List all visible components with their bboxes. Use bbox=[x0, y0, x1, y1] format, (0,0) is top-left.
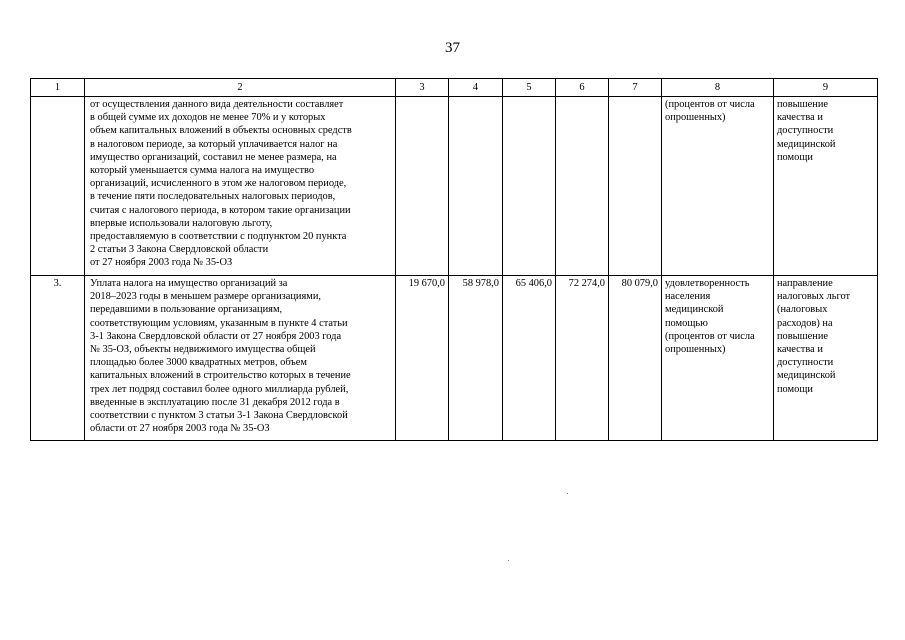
goal-line: налоговых льгот bbox=[777, 291, 851, 303]
description-line: площадью более 3000 квадратных метров, объем bbox=[90, 357, 307, 369]
value-cell: 58 978,0 bbox=[449, 276, 503, 441]
description-line: передавшими в пользование организациям, bbox=[90, 304, 283, 316]
column-header: 1 bbox=[31, 79, 85, 97]
value-cell: 80 079,0 bbox=[609, 276, 662, 441]
value-cell: 65 406,0 bbox=[503, 276, 556, 441]
goal-line: качества и bbox=[777, 344, 823, 356]
description-line: трех лет подряд составил более одного миллиарда рублей, bbox=[90, 383, 349, 395]
description-line: от 27 ноября 2003 года № 35-ОЗ bbox=[90, 257, 233, 269]
scan-speck bbox=[508, 560, 509, 561]
column-header: 5 bbox=[503, 79, 556, 97]
description-line: 3-1 Закона Свердловской области от 27 ноября 2003 года bbox=[90, 330, 342, 342]
goal-line: (налоговых bbox=[777, 304, 828, 316]
column-header: 6 bbox=[556, 79, 609, 97]
goal-line: доступности bbox=[777, 357, 834, 369]
goal-cell bbox=[774, 276, 878, 441]
indicator-line: удовлетворенность bbox=[665, 278, 750, 289]
goal-line: повышение bbox=[777, 330, 828, 342]
row-description bbox=[85, 97, 396, 276]
goal-line: помощи bbox=[777, 383, 813, 395]
table-row bbox=[31, 97, 878, 276]
goal-line: медицинской bbox=[777, 138, 836, 150]
description-line: капитальных вложений в строительство которых в течение bbox=[90, 370, 351, 382]
indicator-line: опрошенных) bbox=[665, 112, 726, 124]
value-cell: 19 670,0 bbox=[396, 276, 449, 441]
scan-speck bbox=[567, 493, 568, 494]
table-row bbox=[31, 276, 878, 441]
column-header: 3 bbox=[396, 79, 449, 97]
table-header-row bbox=[31, 79, 878, 97]
row-description bbox=[85, 276, 396, 441]
description-line: объем капитальных вложений в объекты основных средств bbox=[90, 125, 352, 137]
goal-line: повышение bbox=[777, 99, 828, 110]
value-cell bbox=[396, 97, 449, 276]
description-line: предоставляемую в соответствии с подпунктом 20 пункта bbox=[90, 231, 347, 243]
data-table bbox=[30, 78, 878, 441]
goal-line: помощи bbox=[777, 151, 813, 163]
goal-line: качества и bbox=[777, 112, 823, 124]
description-line: № 35-ОЗ, объекты недвижимого имущества общей bbox=[90, 344, 316, 356]
description-line: от осуществления данного вида деятельности составляет bbox=[90, 99, 344, 110]
indicator-line: (процентов от числа bbox=[665, 330, 755, 342]
column-header: 4 bbox=[449, 79, 503, 97]
goal-line: направление bbox=[777, 278, 833, 289]
column-header: 8 bbox=[662, 79, 774, 97]
description-line: соответствии с пунктом 3 статьи 3-1 Закона Свердловской bbox=[90, 410, 348, 422]
value-cell bbox=[556, 97, 609, 276]
value-cell bbox=[503, 97, 556, 276]
indicator-line: медицинской bbox=[665, 304, 724, 316]
description-line: считая с налогового периода, в котором такие организации bbox=[90, 204, 351, 216]
description-line: области от 27 ноября 2003 года № 35-ОЗ bbox=[90, 423, 270, 435]
description-line: Уплата налога на имущество организаций за bbox=[90, 278, 288, 289]
row-number bbox=[31, 97, 85, 276]
description-line: в налоговом периоде, за который уплачивается налог на bbox=[90, 138, 338, 150]
indicator-cell bbox=[662, 97, 774, 276]
page-number: 37 bbox=[445, 40, 460, 56]
description-line: который уменьшается сумма налога на имущество bbox=[90, 165, 315, 177]
value-cell bbox=[449, 97, 503, 276]
goal-line: доступности bbox=[777, 125, 834, 137]
column-header: 9 bbox=[774, 79, 878, 97]
description-line: соответствующим условиям, указанным в пункте 4 статьи bbox=[90, 317, 348, 329]
value-cell bbox=[609, 97, 662, 276]
description-line: в общей сумме их доходов не менее 70% и у которых bbox=[90, 112, 326, 124]
goal-line: медицинской bbox=[777, 370, 836, 382]
indicator-line: (процентов от числа bbox=[665, 99, 755, 110]
value-cell: 72 274,0 bbox=[556, 276, 609, 441]
description-line: имущество организаций, составил не менее размера, на bbox=[90, 151, 337, 163]
column-header: 7 bbox=[609, 79, 662, 97]
column-header: 2 bbox=[85, 79, 396, 97]
description-line: 2018–2023 годы в меньшем размере организациями, bbox=[90, 291, 321, 303]
description-line: организаций, исчисленного в этом же налоговом периоде, bbox=[90, 178, 347, 190]
description-line: в течение пяти последовательных налоговых периодов, bbox=[90, 191, 336, 203]
indicator-line: помощью bbox=[665, 317, 708, 329]
goal-line: расходов) на bbox=[777, 317, 833, 329]
goal-cell bbox=[774, 97, 878, 276]
indicator-line: населения bbox=[665, 291, 711, 303]
description-line: введенные в эксплуатацию после 31 декабря 2012 года в bbox=[90, 396, 340, 408]
description-line: 2 статьи 3 Закона Свердловской области bbox=[90, 244, 269, 256]
indicator-line: опрошенных) bbox=[665, 344, 726, 356]
description-line: впервые использовали налоговую льготу, bbox=[90, 217, 273, 229]
row-number: 3. bbox=[31, 276, 85, 441]
indicator-cell bbox=[662, 276, 774, 441]
